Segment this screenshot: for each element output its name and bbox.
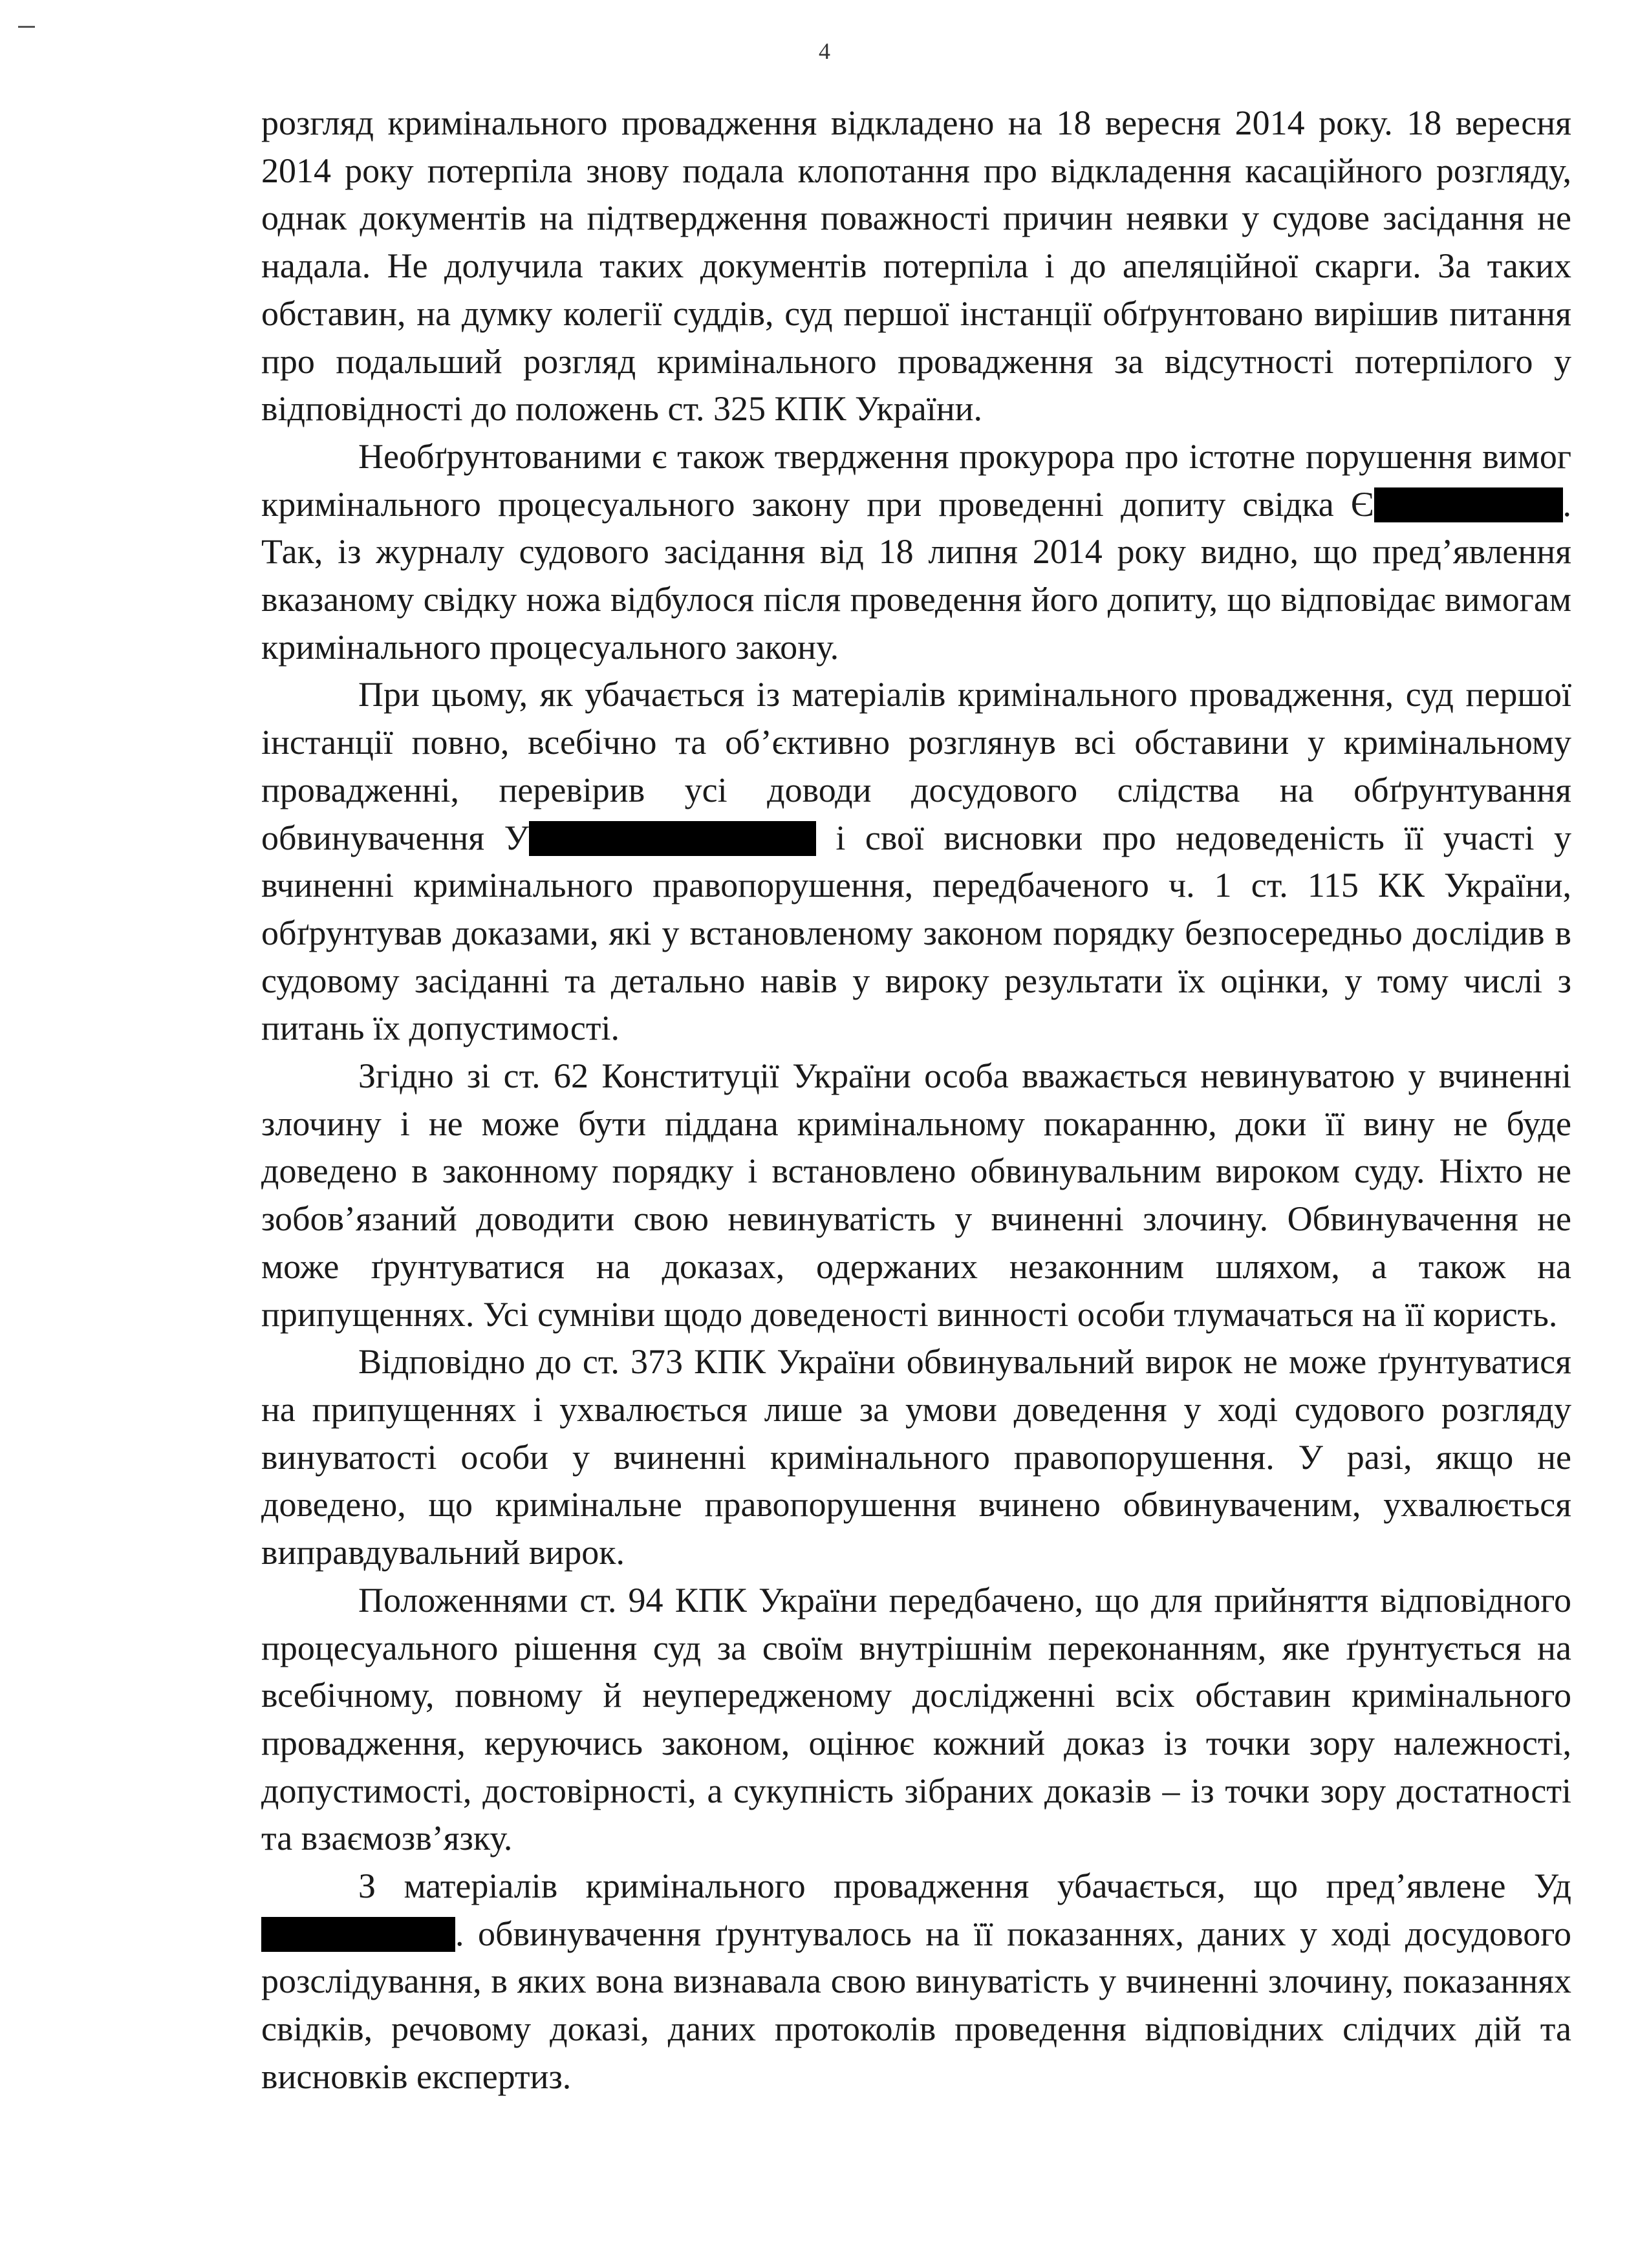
paragraph-7 [261, 1863, 1571, 2101]
paragraph-3-text-after: і свої висновки про недоведеність її участі у вчиненні кримінального правопорушення, передбаченого ч. 1 ст. 115 КК України, обґрунтував доказами, які у встановленому законом порядку безпосередньо дослідив в судовому засіданні та детально навів у вироку результати їх оцінки, у тому числі з питань їх допустимості. [261, 818, 1572, 1048]
page-number: 4 [819, 38, 830, 64]
document-body [261, 100, 1571, 2101]
paragraph-7-text-after: . обвинувачення ґрунтувалось на її показаннях, даних у ході досудового розслідування, в яких вона визнавала свою винуватість у вчиненні злочину, показаннях свідків, речовому доказі, даних протоколів проведення відповідних слідчих дій та висновків експертиз. [261, 1914, 1571, 2096]
scan-edge-mark [18, 26, 35, 28]
redacted-name-block [1374, 487, 1563, 522]
paragraph-2 [261, 433, 1571, 672]
paragraph-7-text-before: З матеріалів кримінального провадження убачається, що пред’явлене Уд [358, 1867, 1571, 1906]
paragraph-1: розгляд кримінального провадження відкладено на 18 вересня 2014 року. 18 вересня 2014 року потерпіла знову подала клопотання про відкладення касаційного розгляду, однак документів на підтвердження поважності причин неявки у судове засідання не надала. Не долучила таких документів потерпіла і до апеляційної скарги. За таких обставин, на думку колегії суддів, суд першої інстанції обґрунтовано вирішив питання про подальший розгляд кримінального провадження за відсутності потерпілого у відповідності до положень ст. 325 КПК України. [261, 103, 1571, 429]
paragraph-5: Відповідно до ст. 373 КПК України обвинувальний вирок не може ґрунтуватися на припущеннях і ухвалюється лише за умови доведення у ході судового розгляду винуватості особи у вчиненні кримінального правопорушення. У разі, якщо не доведено, що кримінальне правопорушення вчинено обвинуваченим, ухвалюється виправдувальний вирок. [261, 1342, 1571, 1572]
paragraph-6: Положеннями ст. 94 КПК України передбачено, що для прийняття відповідного процесуального рішення суд за своїм внутрішнім переконанням, яке ґрунтується на всебічному, повному й неупередженому дослідженні всіх обставин кримінального провадження, керуючись законом, оцінює кожний доказ із точки зору належності, допустимості, достовірності, а сукупність зібраних доказів – із точки зору достатності та взаємозв’язку. [261, 1580, 1571, 1858]
paragraph-2-text-after: . Так, із журналу судового засідання від 18 липня 2014 року видно, що пред’явлення вказаному свідку ножа відбулося після проведення його допиту, що відповідає вимогам кримінального процесуального закону. [261, 484, 1571, 667]
paragraph-3 [261, 671, 1571, 1053]
paragraph-3-text-before: При цьому, як убачається із матеріалів кримінального провадження, суд першої інстанції повно, всебічно та об’єктивно розглянув всі обставини у кримінальному провадженні, перевірив усі доводи досудового слідства на обґрунтування обвинувачення У [261, 675, 1571, 857]
paragraph-2-text-before: Необґрунтованими є також твердження прокурора про істотне порушення вимог кримінального процесуального закону при проведенні допиту свідка Є [261, 436, 1571, 524]
redacted-name-block [261, 1917, 455, 1952]
redacted-name-block [529, 821, 816, 856]
paragraph-4: Згідно зі ст. 62 Конституції України особа вважається невинуватою у вчиненні злочину і не може бути піддана кримінальному покаранню, доки її вину не буде доведено в законному порядку і встановлено обвинувальним вироком суду. Ніхто не зобов’язаний доводити свою невинуватість у вчиненні злочину. Обвинувачення не може ґрунтуватися на доказах, одержаних незаконним шляхом, а також на припущеннях. Усі сумніви щодо доведеності винності особи тлумачаться на її користь. [261, 1056, 1571, 1334]
